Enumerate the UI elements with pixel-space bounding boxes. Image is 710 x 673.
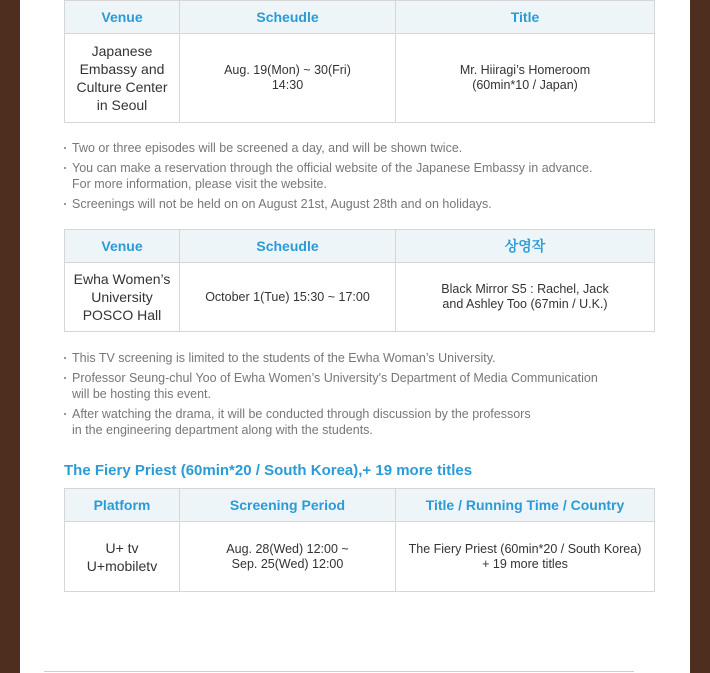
header-period: Screening Period <box>180 489 396 522</box>
header-schedule: Scheudle <box>180 1 396 34</box>
section-title-wrap <box>64 462 654 479</box>
header-title: 상영작 <box>396 230 655 263</box>
header-title: Title / Running Time / Country <box>396 489 655 522</box>
table-row <box>65 522 655 592</box>
header-platform: Platform <box>65 489 180 522</box>
vod-table <box>64 488 655 592</box>
note-item: This TV screening is limited to the students of the Ewha Woman’s University. <box>64 350 654 366</box>
schedule-table-japan-wrap <box>64 0 654 123</box>
title-cell: The Fiery Priest (60min*20 / South Korea) + 19 more titles <box>396 522 655 592</box>
note-item: After watching the drama, it will be conducted through discussion by the professors in the engineering department along with the students. <box>64 406 654 438</box>
note-item: You can make a reservation through the official website of the Japanese Embassy in advance. For more information, please visit the website. <box>64 160 654 192</box>
venue-cell: Japanese Embassy and Culture Center in Seoul <box>65 34 180 123</box>
schedule-table-ewha-wrap <box>64 229 654 332</box>
platform-cell: U+ tv U+mobiletv <box>65 522 180 592</box>
header-venue: Venue <box>65 230 180 263</box>
notes-ewha <box>64 350 654 442</box>
note-item: Screenings will not be held on on August 21st, August 28th and on holidays. <box>64 196 654 212</box>
header-schedule: Scheudle <box>180 230 396 263</box>
table-row <box>65 263 655 332</box>
schedule-table-japan <box>64 0 655 123</box>
schedule-cell: Aug. 19(Mon) ~ 30(Fri) 14:30 <box>180 34 396 123</box>
period-cell: Aug. 28(Wed) 12:00 ~ Sep. 25(Wed) 12:00 <box>180 522 396 592</box>
note-item: Professor Seung-chul Yoo of Ewha Women’s University's Department of Media Communication will be hosting this event. <box>64 370 654 402</box>
title-cell: Mr. Hiiragi’s Homeroom (60min*10 / Japan) <box>396 34 655 123</box>
table-row <box>65 34 655 123</box>
note-item: Two or three episodes will be screened a day, and will be shown twice. <box>64 140 654 156</box>
header-title: Title <box>396 1 655 34</box>
header-venue: Venue <box>65 1 180 34</box>
bottom-divider <box>44 671 634 672</box>
page <box>20 0 690 673</box>
table-header-row <box>65 1 655 34</box>
table-header-row <box>65 489 655 522</box>
section-title: The Fiery Priest (60min*20 / South Korea),+ 19 more titles <box>64 462 473 479</box>
schedule-cell: October 1(Tue) 15:30 ~ 17:00 <box>180 263 396 332</box>
table-header-row <box>65 230 655 263</box>
title-cell: Black Mirror S5 : Rachel, Jack and Ashley Too (67min / U.K.) <box>396 263 655 332</box>
vod-table-wrap <box>64 488 654 592</box>
venue-cell: Ewha Women’s University POSCO Hall <box>65 263 180 332</box>
notes-japan <box>64 140 654 216</box>
schedule-table-ewha <box>64 229 655 332</box>
